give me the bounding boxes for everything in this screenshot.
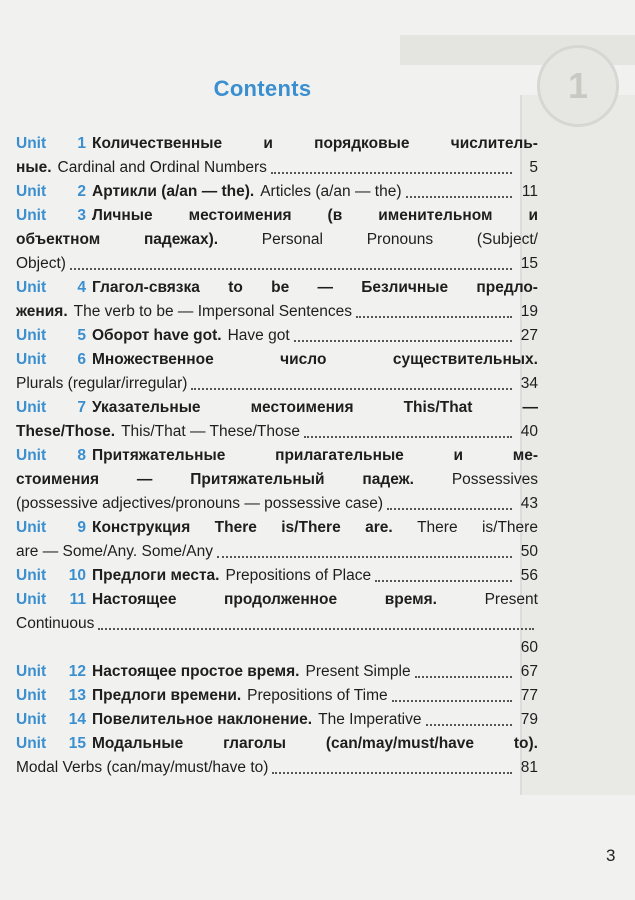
- page-number: 3: [606, 846, 616, 865]
- unit-number: 9: [77, 519, 86, 536]
- toc-line: [16, 156, 538, 180]
- unit-number: 14: [68, 711, 86, 728]
- unit-word: Unit: [16, 663, 47, 680]
- topic-ru-word: местоимения: [250, 399, 354, 416]
- toc-page-number[interactable]: 79: [520, 711, 538, 728]
- topic-ru: Предлоги времени.: [92, 687, 242, 704]
- unit-number: 12: [68, 663, 86, 680]
- topic-ru-word: прилагательные: [275, 447, 404, 464]
- dot-leader: [304, 436, 512, 438]
- topic-ru: ные.: [16, 159, 52, 176]
- toc-page-number[interactable]: 34: [520, 375, 538, 392]
- topic-ru-word: число: [280, 351, 327, 368]
- topic-ru-word: стоимения: [16, 471, 100, 488]
- unit-word: Unit: [16, 687, 47, 704]
- topic-ru-word: предло-: [476, 279, 538, 296]
- unit-word: Unit: [16, 735, 47, 752]
- unit-label[interactable]: [16, 444, 92, 468]
- toc-page-number[interactable]: 19: [520, 303, 538, 320]
- topic-en-word: Possessives: [451, 471, 538, 488]
- toc-page-number[interactable]: 5: [529, 159, 538, 176]
- topic-ru: Повелительное наклонение.: [92, 711, 313, 728]
- unit-label[interactable]: [16, 132, 92, 156]
- topic-ru-word: объектном: [16, 231, 101, 248]
- topic-en-word: Personal: [261, 231, 323, 248]
- toc-line-words: [92, 348, 538, 372]
- unit-label[interactable]: [16, 708, 92, 732]
- topic-ru: Предлоги места.: [92, 567, 220, 584]
- unit-number: 5: [77, 327, 86, 344]
- toc-line-words: [92, 516, 538, 540]
- toc-line: [16, 276, 538, 300]
- toc-page-number[interactable]: 15: [520, 255, 538, 272]
- unit-label[interactable]: [16, 180, 92, 204]
- unit-number: 6: [77, 351, 86, 368]
- unit-number: 10: [68, 567, 86, 584]
- unit-number: 7: [77, 399, 86, 416]
- toc-line-words: [16, 468, 538, 492]
- topic-ru-word: Безличные: [361, 279, 449, 296]
- toc-line: [16, 636, 538, 660]
- topic-ru-word: продолженное: [224, 591, 338, 608]
- dot-leader: [98, 628, 534, 630]
- topic-ru-word: —: [522, 399, 538, 416]
- topic-ru-word: именительном: [378, 207, 493, 224]
- dot-leader: [392, 700, 512, 702]
- topic-ru-word: (в: [327, 207, 343, 224]
- topic-en: Articles (a/an — the): [260, 183, 402, 200]
- unit-word: Unit: [16, 135, 47, 152]
- topic-en-word: Present: [484, 591, 538, 608]
- toc-line: [16, 420, 538, 444]
- unit-label[interactable]: [16, 732, 92, 756]
- toc-line: [16, 732, 538, 756]
- toc-line: [16, 708, 538, 732]
- unit-label[interactable]: [16, 564, 92, 588]
- dot-leader: [191, 388, 512, 390]
- topic-en: (possessive adjectives/pronouns — possessive case): [16, 495, 384, 512]
- topic-ru: жения.: [16, 303, 68, 320]
- topic-ru-word: —: [317, 279, 333, 296]
- toc-page-number[interactable]: 77: [520, 687, 538, 704]
- unit-label[interactable]: [16, 660, 92, 684]
- unit-label[interactable]: [16, 324, 92, 348]
- toc-page-number[interactable]: 11: [521, 183, 538, 200]
- toc-line: [16, 348, 538, 372]
- unit-number: 2: [77, 183, 86, 200]
- toc-line: [16, 324, 538, 348]
- dot-leader: [70, 268, 512, 270]
- page-title: Contents: [213, 76, 312, 101]
- unit-word: Unit: [16, 279, 47, 296]
- topic-ru-word: падеж.: [362, 471, 414, 488]
- unit-word: Unit: [16, 447, 47, 464]
- topic-en-word: (Subject/: [476, 231, 538, 248]
- toc-line: [16, 396, 538, 420]
- dot-leader: [271, 172, 512, 174]
- topic-en-word: Pronouns: [366, 231, 434, 248]
- unit-number: 13: [68, 687, 86, 704]
- unit-number: 4: [77, 279, 86, 296]
- toc-page-number[interactable]: 81: [520, 759, 538, 776]
- topic-en: The Imperative: [318, 711, 422, 728]
- unit-word: Unit: [16, 567, 47, 584]
- topic-en: Prepositions of Time: [247, 687, 388, 704]
- toc-page-number[interactable]: 60: [520, 639, 538, 656]
- topic-ru-word: Модальные: [92, 735, 184, 752]
- topic-ru-word: (can/may/must/have: [325, 735, 475, 752]
- topic-en: Cardinal and Ordinal Numbers: [57, 159, 267, 176]
- toc-line-words: [92, 732, 538, 756]
- topic-en-word: There: [417, 519, 458, 536]
- unit-word: Unit: [16, 351, 47, 368]
- toc-page-number[interactable]: 67: [520, 663, 538, 680]
- toc-page-number[interactable]: 27: [520, 327, 538, 344]
- table-of-contents: [16, 132, 538, 780]
- unit-label[interactable]: [16, 348, 92, 372]
- topic-en: The verb to be — Impersonal Sentences: [73, 303, 352, 320]
- unit-number: 11: [69, 591, 86, 608]
- topic-ru-word: Множественное: [92, 351, 214, 368]
- dot-leader: [387, 508, 512, 510]
- topic-en: Prepositions of Place: [225, 567, 372, 584]
- topic-ru-word: This/That: [403, 399, 473, 416]
- topic-ru-word: ме-: [512, 447, 538, 464]
- dot-leader: [426, 724, 512, 726]
- toc-line: [16, 180, 538, 204]
- topic-ru-word: Глагол-связка: [92, 279, 200, 296]
- dot-leader: [375, 580, 512, 582]
- toc-page-number[interactable]: 56: [520, 567, 538, 584]
- dot-leader: [294, 340, 512, 342]
- toc-line-words: [92, 132, 538, 156]
- unit-number: 15: [68, 735, 86, 752]
- toc-page-number[interactable]: 50: [520, 543, 538, 560]
- topic-ru-word: Притяжательный: [190, 471, 325, 488]
- topic-ru-word: и: [528, 207, 538, 224]
- toc-page-number[interactable]: 40: [520, 423, 538, 440]
- unit-label[interactable]: [16, 684, 92, 708]
- toc-line: [16, 372, 538, 396]
- topic-en: Plurals (regular/irregular): [16, 375, 188, 392]
- dot-leader: [217, 556, 512, 558]
- dot-leader: [415, 676, 512, 678]
- topic-ru-word: are.: [365, 519, 393, 536]
- topic-ru-word: be: [271, 279, 290, 296]
- topic-ru-word: to).: [513, 735, 538, 752]
- unit-label[interactable]: [16, 204, 92, 228]
- toc-line-words: [92, 396, 538, 420]
- dot-leader: [272, 772, 512, 774]
- toc-line: [16, 684, 538, 708]
- toc-line: [16, 300, 538, 324]
- topic-en: are — Some/Any. Some/Any: [16, 543, 213, 560]
- unit-label[interactable]: [16, 516, 92, 540]
- topic-ru-word: Настоящее: [92, 591, 177, 608]
- topic-ru-word: to: [228, 279, 243, 296]
- toc-line: [16, 444, 538, 468]
- toc-line: [16, 492, 538, 516]
- toc-line: [16, 612, 538, 636]
- toc-line: [16, 252, 538, 276]
- toc-line: [16, 756, 538, 780]
- unit-label[interactable]: [16, 588, 92, 612]
- dot-leader: [406, 196, 513, 198]
- toc-line-words: [16, 228, 538, 252]
- unit-number: 8: [77, 447, 86, 464]
- topic-ru-word: и: [263, 135, 273, 152]
- toc-line: [16, 516, 538, 540]
- topic-en-word: is/There: [481, 519, 538, 536]
- toc-line: [16, 588, 538, 612]
- toc-line-words: [92, 444, 538, 468]
- toc-line-words: [92, 204, 538, 228]
- topic-ru: Настоящее простое время.: [92, 663, 300, 680]
- toc-line: [16, 228, 538, 252]
- unit-word: Unit: [16, 519, 47, 536]
- toc-line: [16, 540, 538, 564]
- unit-label[interactable]: [16, 276, 92, 300]
- topic-ru-word: глаголы: [223, 735, 287, 752]
- topic-ru-word: местоимения: [188, 207, 292, 224]
- unit-number: 3: [77, 207, 86, 224]
- unit-word: Unit: [16, 327, 47, 344]
- topic-en: Modal Verbs (can/may/must/have to): [16, 759, 269, 776]
- topic-ru-word: —: [136, 471, 153, 488]
- chapter-badge: 1: [537, 45, 619, 127]
- topic-en: Object): [16, 255, 66, 272]
- topic-ru-word: числитель-: [450, 135, 538, 152]
- unit-label[interactable]: [16, 396, 92, 420]
- unit-number: 1: [77, 135, 86, 152]
- unit-word: Unit: [16, 591, 47, 608]
- toc-line: [16, 468, 538, 492]
- unit-word: Unit: [16, 399, 47, 416]
- topic-ru: Оборот have got.: [92, 327, 222, 344]
- topic-ru-word: Указательные: [92, 399, 201, 416]
- toc-line: [16, 204, 538, 228]
- toc-line: [16, 564, 538, 588]
- toc-line: [16, 660, 538, 684]
- topic-ru-word: is/There: [281, 519, 341, 536]
- toc-line: [16, 132, 538, 156]
- topic-en: This/That — These/Those: [121, 423, 300, 440]
- unit-word: Unit: [16, 207, 47, 224]
- topic-en: Present Simple: [305, 663, 411, 680]
- topic-ru-word: падежах).: [143, 231, 219, 248]
- topic-ru-word: Количественные: [92, 135, 223, 152]
- dot-leader: [356, 316, 512, 318]
- topic-en: Continuous: [16, 615, 95, 632]
- topic-ru-word: время.: [384, 591, 437, 608]
- topic-ru-word: и: [453, 447, 464, 464]
- toc-page-number[interactable]: 43: [520, 495, 538, 512]
- topic-ru-word: Притяжательные: [92, 447, 226, 464]
- topic-ru-word: Личные: [92, 207, 153, 224]
- topic-ru-word: порядковые: [314, 135, 410, 152]
- unit-word: Unit: [16, 183, 47, 200]
- topic-ru: Артикли (a/an — the).: [92, 183, 255, 200]
- topic-en: Have got: [227, 327, 290, 344]
- toc-line-words: [92, 276, 538, 300]
- topic-ru-word: There: [214, 519, 257, 536]
- toc-line-words: [92, 588, 538, 612]
- topic-ru-word: существительных.: [392, 351, 538, 368]
- unit-word: Unit: [16, 711, 47, 728]
- topic-ru: These/Those.: [16, 423, 116, 440]
- topic-ru-word: Конструкция: [92, 519, 191, 536]
